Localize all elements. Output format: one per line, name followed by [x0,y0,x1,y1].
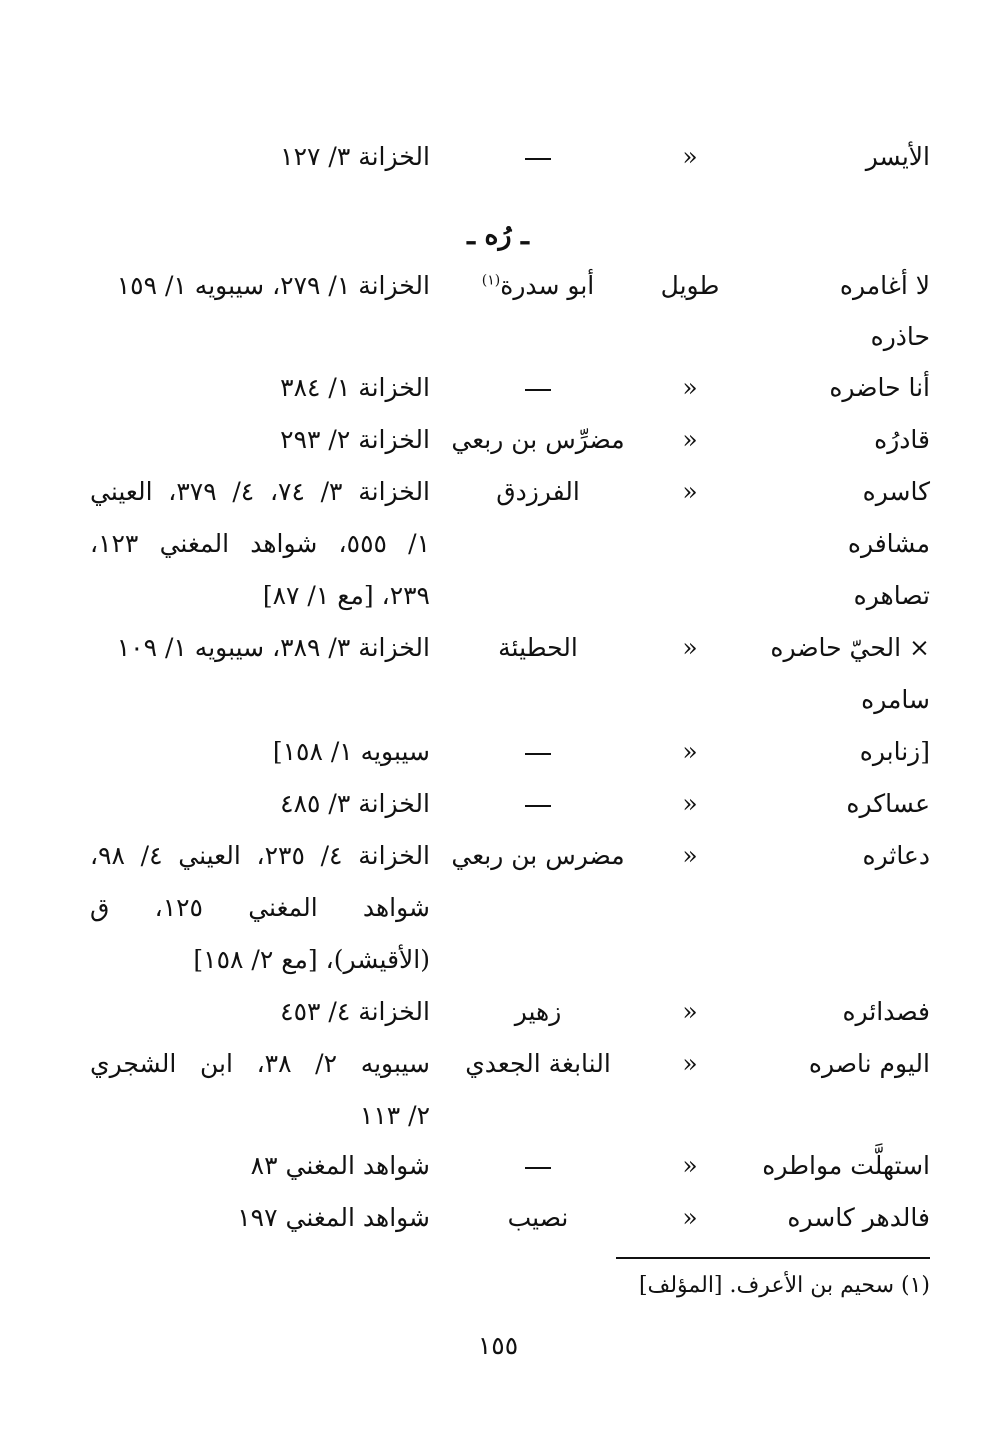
poet [438,1140,638,1192]
poet: النابغة الجعدي [465,1049,611,1078]
meter [640,518,740,570]
poet [438,131,638,183]
meter: « [682,737,698,766]
rhyme-word: سامره [861,685,930,714]
source-reference: الخزانة ٣/ ٧٤، ٤/ ٣٧٩، العيني [90,477,431,506]
meter: « [682,142,698,171]
table-row [0,466,996,518]
source-reference: الخزانة ٣/ ٣٨٩، سيبويه ١/ ١٠٩ [116,633,430,662]
rhyme-word: مشافره [847,529,930,558]
source-reference: شواهد المغني ٨٣ [250,1151,430,1180]
meter: « [682,789,698,818]
source-reference: الخزانة ٤/ ٢٣٥، العيني ٤/ ٩٨، [90,841,431,870]
poet [438,518,638,570]
table-row [0,570,996,622]
dash-mark [525,389,551,391]
table-row [0,362,996,414]
dash-mark [525,753,551,755]
rhyme-word: تصاهره [853,581,930,610]
table-row [0,414,996,466]
table-row [0,882,996,934]
table-row [0,1192,996,1244]
source-reference: سيبويه ٢/ ٣٨، ابن الشجري [90,1049,431,1078]
page-number: ١٥٥ [477,1331,519,1360]
meter [640,882,740,934]
rhyme-word: عساكره [846,789,930,818]
source-reference: ٢/ ١١٣ [359,1101,430,1130]
table-row [0,1090,996,1142]
dash-mark [525,805,551,807]
meter: « [682,1049,698,1078]
table-row [0,830,996,882]
poet [438,934,638,986]
footnote-marker: (١) [481,272,501,289]
rhyme-word: اليوم ناصره [808,1049,930,1078]
table-row [0,726,996,778]
source-reference: ١/ ٥٥٥، شواهد المغني ١٢٣، [90,529,431,558]
meter [640,1090,740,1142]
table-row [0,986,996,1038]
table-row [0,778,996,830]
meter: طويل [660,271,720,300]
source-reference: الخزانة ٣/ ١٢٧ [280,142,430,171]
rhyme-word: استهلَّت مواطره [762,1151,930,1180]
poet [438,726,638,778]
poet: الفرزدق [496,477,580,506]
poet [438,260,638,312]
poet: زهير [514,997,562,1026]
meter: « [682,373,698,402]
source-reference [90,311,430,363]
source-reference: الخزانة ٤/ ٤٥٣ [280,997,430,1026]
meter: « [682,997,698,1026]
poet [438,311,638,363]
source-reference: ٢٣٩، [مع ١/ ٨٧] [262,581,430,610]
meter: « [682,425,698,454]
rhyme-word: أنا حاضره [829,373,930,402]
poet [438,1090,638,1142]
meter [640,570,740,622]
table-row [0,518,996,570]
poet: نصيب [507,1203,569,1232]
rhyme-word: × الحيّ حاضره [770,633,930,662]
rhyme-word: الأيسر [865,142,930,171]
source-reference: شواهد المغني ١٩٧ [237,1203,430,1232]
poet: مضرِّس بن ربعي [451,425,625,454]
meter: « [682,477,698,506]
source-reference: (الأقيشر)، [مع ٢/ ١٥٨] [193,945,430,974]
table-row [0,311,996,363]
poet [438,570,638,622]
source-reference: الخزانة ١/ ٣٨٤ [280,373,430,402]
rhyme-word: حاذره [870,322,930,351]
meter: « [682,633,698,662]
footnote-divider [616,1257,930,1259]
rhyme-word: كاسره [862,477,930,506]
rhyme-word: قادرُه [874,425,930,454]
table-row [0,131,996,183]
rhyme-word: لا أغامره [839,271,930,300]
poet: الحطيئة [498,633,578,662]
source-reference: شواهد المغني ١٢٥، ق [90,893,430,922]
poet: مضرس بن ربعي [451,841,625,870]
meter: « [682,841,698,870]
meter [640,674,740,726]
table-row [0,1140,996,1192]
poet [438,674,638,726]
poet [438,362,638,414]
poet [438,882,638,934]
source-reference: سيبويه ١/ ١٥٨] [272,737,430,766]
section-heading: ـ رُه ـ [467,220,529,251]
poet [438,778,638,830]
meter: « [682,1151,698,1180]
dash-mark [525,158,551,160]
footnote: (١) سحيم بن الأعرف. [المؤلف] [638,1273,930,1298]
table-row [0,934,996,986]
dash-mark [525,1167,551,1169]
source-reference: الخزانة ٢/ ٢٩٣ [280,425,430,454]
poet-name: أبو سدرة [500,271,595,300]
rhyme-word: فالدهر كاسره [787,1203,930,1232]
source-reference: الخزانة ١/ ٢٧٩، سيبويه ١/ ١٥٩ [116,271,430,300]
table-row [0,1038,996,1090]
meter [640,311,740,363]
rhyme-word: دعاثره [862,841,930,870]
source-reference: الخزانة ٣/ ٤٨٥ [280,789,430,818]
meter [640,934,740,986]
meter: « [682,1203,698,1232]
table-row [0,622,996,674]
rhyme-word: [زنابره [859,737,930,766]
rhyme-word: فصدائره [842,997,930,1026]
source-reference [90,674,430,726]
table-row [0,674,996,726]
table-row [0,260,996,312]
